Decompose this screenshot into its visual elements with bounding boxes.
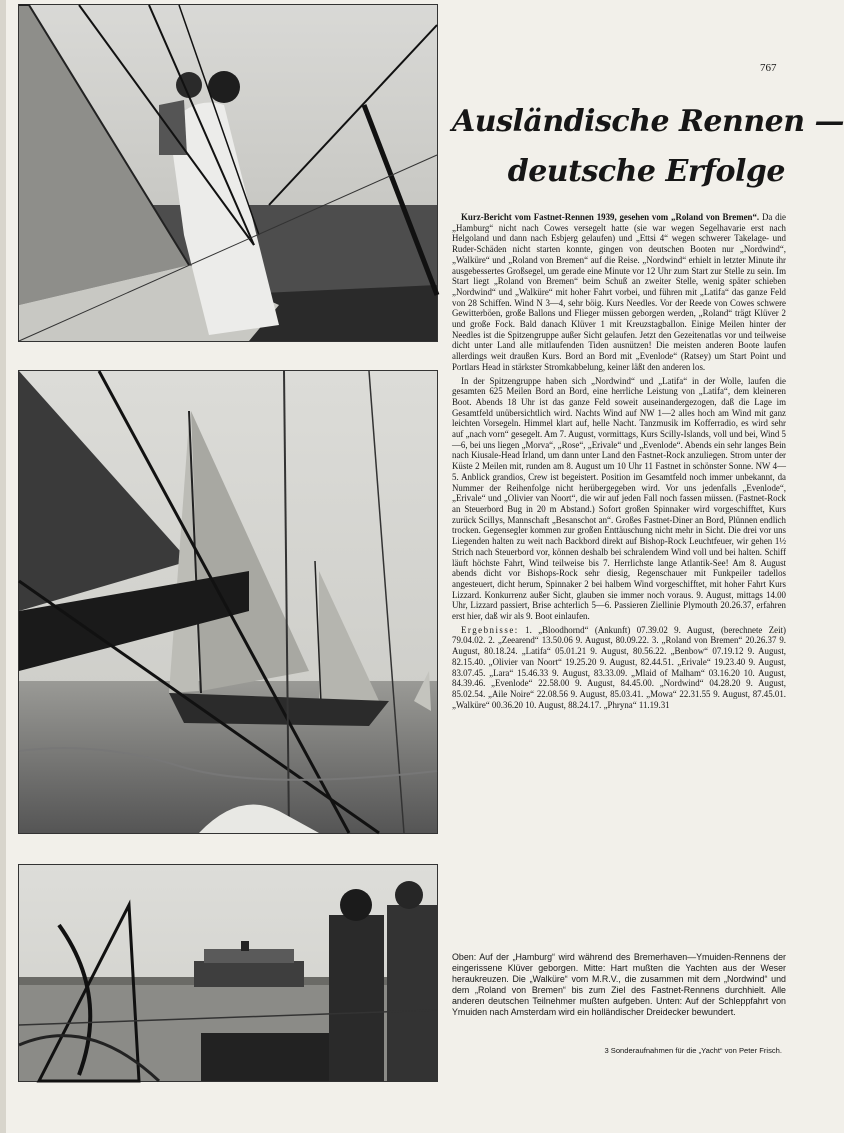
title-line-1: Ausländische Rennen —: [452, 104, 844, 139]
results-text: 1. „Bloodhornd“ (Ankunft) 07.39.02 9. August, (berechnete Zeit) 79.04.02. 2. „Zeearend“ 13.50.06 9. August, 80.09.22. 3. „Roland von Bremen“ 20.26.37 9. August, 80.18.24. „Latifa“ 05.01.21 9. August, 80.56.22. „Benbow“ 07.19.12 9. August, 82.15.40. „Olivier van Noort“ 19.25.20 9. August, 82.44.51. „Erivale“ 19.23.40 9. August, 83.07.45. „Lara“ 15.46.33 9. August, 83.33.09. „Mlaid of Malham“ 03.16.20 10. August, 84.39.46. „Evenlode“ 22.58.00 9. August, 84.45.00. „Nordwind“ 04.28.20 9. August, 85.02.54. „Aile Noire“ 22.08.56 9. August, 85.03.41. „Mowa“ 22.31.55 9. August, 87.45.01. „Walküre“ 00.36.20 10. August, 88.24.17. „Phryna“ 11.19.31: [452, 624, 786, 710]
title-line-2: deutsche Erfolge: [507, 154, 785, 189]
page-edge: [0, 0, 6, 1133]
photo-caption: Oben: Auf der „Hamburg“ wird während des Bremerhaven—Ymuiden-Rennens der eingerissene Klüver geborgen. Mitte: Hart mußten die Yachten aus der Weser heraukreuzen. Die „Walküre“ vom M.R.V., die zusammen mit dem „Nordwind“ und dem „Roland von Bremen“ bis zum Ziel des Fastnet-Rennens durchhielt. Alle anderen deutschen Teilnehmer mußten aufgeben. Unten: Auf der Schleppfahrt von Ymuiden nach Amsterdam wird ein holländischer Dreidecker bewundert.: [452, 952, 786, 1017]
results-label: Ergebnisse:: [461, 624, 519, 635]
article-paragraph-2: In der Spitzengruppe haben sich „Nordwind“ und „Latifa“ in der Wolle, laufen die gesamten 625 Meilen Bord an Bord, eine herrliche Leistung von „Latifa“, dem kleineren Boot. Abends 18 Uhr ist das ganze Feld soweit auseinandergezogen, daß die Lage im Gesamtfeld unübersichtlich wird. Nachts Wind auf NW 1—2 alles hoch am Wind mit ganz leichten Vorsegeln. Himmel klart auf, helle Nacht. Tanzmusik im Kofferradio, es wird sehr auf „nach vorn“ gesegelt. Am 7. August, vormittags, Kurs Scilly-Islands, voll und bei, Wind 5—6, bei uns liegen „Morva“, „Rose“, „Erivale“ und „Evenlode“. Abends ein sehr langes Bein nach Kiusale-Head Irland, um dann unter Land den Fastnet-Rock anzuliegen. Strom unter der Küste 2 Meilen mit, runden am 8. August um 10 Uhr 11 Fastnet in schönster Sonne. NW 4—5. Anblick grandios, Crew ist begeistert. Position im Gesamtfeld noch immer unbekannt, da Nummer der Reihenfolge nicht herübergegeben wird. Vor uns jedenfalls „Evenlode“, „Erivale“ und „Olivier van Noort“, die wir auf jeden Fall noch fassen müssen. (Fastnet-Rock an Steuerbord Bug in 20 m Abstand.) Sofort großen Spinnaker wird vorgeschifftet, Kurs zurück Scillys, Mannschaft „Besanschot an“. Großes Fastnet-Diner an Bord, Plünnen endlich trocken. Gegensegler kommen zur großen Enttäuschung nicht mehr in Sicht. Die drei vor uns Liegenden halten zu weit nach Backbord direkt auf Bishop-Rock Leuchtfeuer, wir gehen 1½ Strich nach Steuerbord vor, können deshalb bei schralendem Wind voll und bei halten. Schiff läuft höchste Fahrt, Wind teilweise bis 7. Herrlichste lange Atlantik-See! Am 8. August abends dicht vor Bishops-Rock sehr diesig, Regenschauer mit Funkpeiler tadellos angesteuert, dicht herum, Spinnaker 2 bei halbem Wind vorgeschifftet, mit hoher Fahrt Kurs Lizzard. Konkurrenz außer Sicht, glauben sie immer noch voraus. 9. August, mittags 14.00 Uhr, Lizzard passiert, Brise achterlich 5—6. Passieren Ziellinie Plymouth 20.26.37, erfahren erst hier, daß wir als 9. Boot einlaufen.: [452, 375, 786, 622]
photo-top-crew-on-deck: [18, 4, 438, 342]
photo-bottom-towing-steamer: [18, 864, 438, 1082]
photo-credit: 3 Sonderaufnahmen für die „Yacht“ von Peter Frisch.: [604, 1046, 782, 1055]
article-lead: Kurz-Bericht vom Fastnet-Rennen 1939, gesehen vom „Roland von Bremen“.: [461, 212, 760, 222]
photo-middle-yacht-walkuere: [18, 370, 438, 834]
article-title: [452, 104, 844, 200]
article-body: [452, 212, 786, 936]
article-paragraph-1-text: Da die „Hamburg“ nicht nach Cowes versegelt hatte (sie war wegen Segelhavarie erst nach Helgoland und dann nach Esbjerg gelaufen) und „Ettsi 4“ wegen schwerer Takelage- und Ruder-Schäden nicht starten konnte, gingen von deutschen Booten nur „Nordwind“, „Walküre“ und „Roland von Bremen“ auf die Reise. „Nordwind“ erhielt in letzter Minute ihr ausgebessertes Großsegel, um gerade eine Minute vor 12 Uhr zum Start zur Stelle zu sein. Im Start liegt „Roland von Bremen“ beim Schuß an zweiter Stelle, wenig später schieben „Nordwind“ und „Walküre“ mit hoher Fahrt vorbei, und führen mit „Latifa“ das ganze Feld von 28 Schiffen. Wind N 3—4, sehr böig. Kurs Needles. Vor der Reede von Cowes schwere Gewitterböen, große Ballons und Flieger müssen geborgen werden, „Roland“ trägt Klüver 2 und große Fock. Bald danach Klüver 1 mit Kreuzstagballon. Einige Meilen hinter der Needles ist die Spitzengruppe außer Sicht gelaufen. Jetzt den Gezeitenatlas vor und teilweise dicht unter Land alle mitlaufenden Tiden ausnützen! Die meisten anderen Boote laufen allerdings weit draußen Kurs. Bord an Bord mit „Evenlode“ (Ratsey) um Start Point und Portlars Head in stärkster Stromkabbelung, keiner läßt den anderen los.: [452, 212, 786, 372]
results-paragraph: [452, 625, 786, 711]
article-paragraph-1: [452, 212, 786, 373]
page-number: 767: [760, 62, 777, 74]
